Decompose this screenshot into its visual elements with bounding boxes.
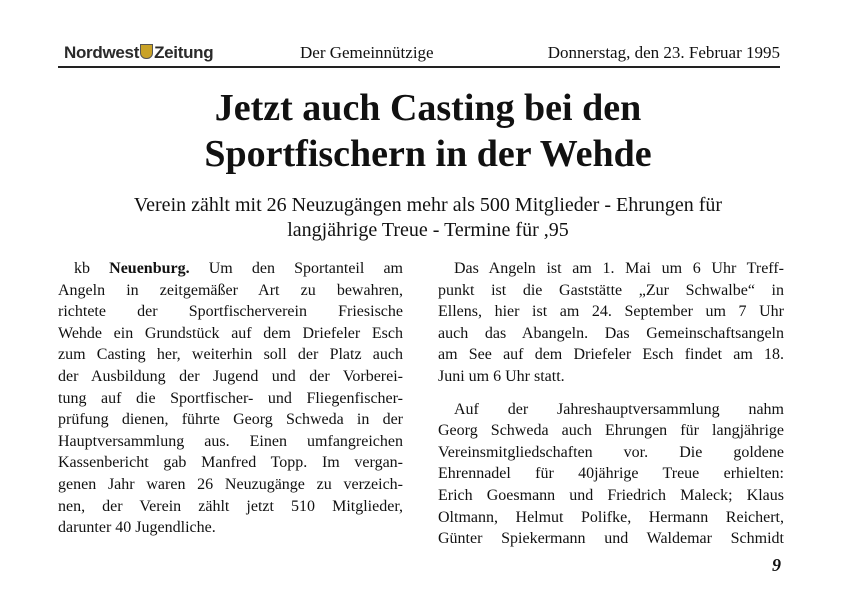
page-number: 9 [772, 555, 781, 575]
text-line: darunter 40 Jugendliche. [58, 519, 216, 537]
article-subheadline [60, 193, 796, 243]
article-headline [40, 85, 816, 177]
right-paragraph-1 [438, 258, 784, 388]
text-line: Günter Spiekermann und Waldemar Schmidt [438, 530, 784, 548]
text-line: punkt ist die Gaststätte „Zur Schwalbe“ in [438, 281, 784, 299]
text-line: Auf der Jahreshauptversammlung nahm [454, 400, 784, 418]
text-line: Das Angeln ist am 1. Mai um 6 Uhr Treff- [454, 260, 784, 277]
text-line: prüfung dienen, führte Georg Schweda in der [58, 411, 403, 429]
text-line: tung auf die Sportfischer- und Fliegenfischer- [58, 389, 403, 407]
text-line: Angeln in zeitgemäßer Art zu bewahren, [58, 281, 403, 299]
headline-line-1: Jetzt auch Casting bei den [214, 87, 642, 129]
article-column-left [58, 258, 403, 539]
subhead-line-2: langjährige Treue - Termine für ,95 [287, 219, 569, 241]
text-line: Erich Goesmann und Friedrich Maleck; Klaus [438, 486, 784, 504]
text-line: nen, der Verein zählt jetzt 510 Mitglieder, [58, 497, 403, 515]
text-line: Ellens, hier ist am 24. September um 7 Uhr [438, 303, 784, 321]
text-line: genen Jahr waren 26 Neuzugänge zu verzeich- [58, 475, 403, 493]
text-line: Ehrennadel für 40jährige Treue erhielten: [438, 465, 784, 483]
text-line: am See auf dem Driefeler Esch findet am 18. [438, 346, 784, 364]
dateline: Neuenburg. [109, 260, 190, 277]
text-line: Georg Schweda auch Ehrungen für langjährige [438, 422, 784, 440]
text-line: kb Neuenburg. Um den Sportanteil am [74, 260, 404, 277]
masthead-right-text: Zeitung [154, 43, 214, 62]
text-line: Juni um 6 Uhr statt. [438, 367, 565, 385]
newspaper-header [58, 38, 780, 68]
author-initials: kb [74, 260, 90, 277]
masthead-left-text: Nordwest [64, 43, 140, 62]
text-line: richtete der Sportfischerverein Friesische [58, 303, 403, 321]
headline-line-2: Sportfischern in der Wehde [204, 133, 652, 175]
text-line: Wehde ein Grundstück auf dem Driefeler Esch [58, 324, 403, 342]
article-column-right [438, 258, 784, 550]
crest-icon [140, 44, 153, 59]
text-line: Kassenbericht gab Manfred Topp. Im vergan- [58, 454, 403, 472]
text-line: Oltmann, Helmut Polifke, Hermann Reichert, [438, 508, 784, 526]
text-line: auch das Abangeln. Das Gemeinschaftsangeln [438, 324, 784, 342]
section-title: Der Gemeinnützige [300, 43, 434, 62]
text-line: zum Casting her, weiterhin soll der Platz auch [58, 346, 403, 364]
left-paragraph [58, 258, 403, 539]
right-paragraph-2 [438, 399, 784, 550]
subhead-line-1: Verein zählt mit 26 Neuzugängen mehr als 500 Mitglieder - Ehrungen für [133, 194, 723, 216]
text-line: Vereinsmitgliedschaften vor. Die goldene [438, 443, 784, 461]
text-line: der Ausbildung der Jugend und der Vorberei- [58, 367, 403, 385]
publication-date: Donnerstag, den 23. Februar 1995 [547, 43, 780, 62]
masthead-logo [64, 43, 213, 63]
text-line: Hauptversammlung aus. Einen umfangreichen [58, 432, 403, 450]
